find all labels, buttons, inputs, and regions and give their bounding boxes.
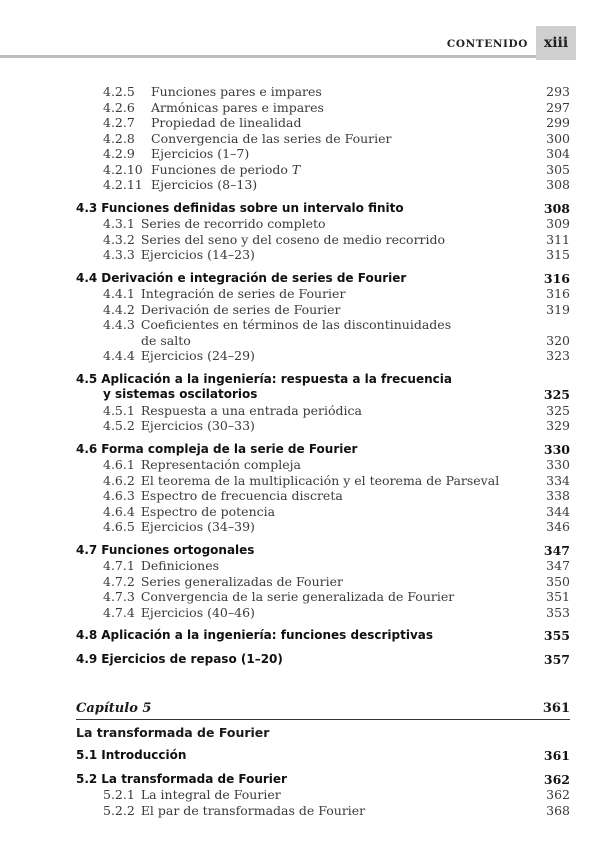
toc-entry-number: 4.4.1 bbox=[103, 286, 135, 301]
toc-subsection bbox=[76, 100, 570, 116]
toc-entry-title: Coeficientes en términos de las discontinuidades bbox=[140, 317, 452, 332]
toc-section bbox=[76, 271, 570, 287]
toc-entry-number: 4.2.9 bbox=[103, 146, 135, 161]
toc-entry-page: 320 bbox=[546, 332, 570, 348]
toc-entry-title: Definiciones bbox=[140, 558, 220, 573]
toc-entry-label bbox=[103, 348, 255, 364]
chapter-heading bbox=[76, 701, 570, 720]
toc-entry-page: 329 bbox=[546, 418, 570, 433]
toc-entry-page: 334 bbox=[546, 472, 570, 488]
toc-entry-number: 4.4.3 bbox=[103, 317, 135, 332]
toc-entry-number: 4.3.1 bbox=[103, 216, 135, 231]
toc-entry-number: 4.3.2 bbox=[103, 231, 135, 247]
toc-section bbox=[76, 748, 570, 764]
toc-entry-title: Integración de series de Fourier bbox=[140, 286, 346, 301]
toc-entry-number: 4.6.5 bbox=[103, 519, 135, 534]
toc-subsection bbox=[76, 84, 570, 100]
toc-entry-page: 325 bbox=[546, 402, 570, 418]
toc-subsection bbox=[76, 787, 570, 803]
toc-entry-title: Funciones pares e impares bbox=[151, 84, 322, 99]
toc-entry-label bbox=[103, 787, 281, 803]
toc-entry-page: 368 bbox=[546, 802, 570, 818]
toc-entry-label bbox=[76, 201, 404, 217]
toc-entry-page: 338 bbox=[546, 488, 570, 503]
toc-entry-page: 330 bbox=[546, 457, 570, 472]
toc-entry-page: 347 bbox=[543, 542, 570, 558]
toc-entry-title: Ejercicios (1–7) bbox=[151, 146, 250, 161]
toc-section-continuation bbox=[76, 387, 570, 403]
toc-entry-label bbox=[103, 488, 343, 504]
toc-entry-label bbox=[76, 748, 186, 764]
toc-entry-label bbox=[103, 333, 191, 349]
toc-entry-number: 4.4.2 bbox=[103, 301, 135, 317]
toc-entry-number: 4.2.11 bbox=[103, 177, 143, 192]
toc-entry-number: 4.2.5 bbox=[103, 84, 135, 99]
toc-entry-title: Series del seno y del coseno de medio recorrido bbox=[140, 231, 446, 247]
toc-entry-number: 4.6.3 bbox=[103, 488, 135, 503]
toc-entry-page: 309 bbox=[546, 216, 570, 231]
toc-entry-title: Ejercicios (24–29) bbox=[140, 348, 255, 363]
toc-entry-title: Ejercicios (34–39) bbox=[140, 519, 255, 534]
toc-subsection bbox=[76, 131, 570, 147]
toc-entry-number: 4.2.7 bbox=[103, 115, 135, 130]
toc-entry-title: Armónicas pares e impares bbox=[151, 99, 324, 115]
toc-entry-number: 4.6 bbox=[76, 441, 98, 456]
page-header bbox=[0, 26, 600, 64]
toc-entry-page: 350 bbox=[546, 573, 570, 589]
toc-section bbox=[76, 372, 570, 388]
toc-entry-page: 353 bbox=[546, 604, 570, 620]
toc-entry-number: 4.8 bbox=[76, 628, 98, 642]
toc-entry-number: 5.2.2 bbox=[103, 802, 135, 818]
toc-entry-number: 4.7.1 bbox=[103, 558, 135, 573]
toc-entry-page: 344 bbox=[546, 503, 570, 519]
toc-subsection bbox=[76, 302, 570, 318]
toc-entry-page: 323 bbox=[546, 348, 570, 363]
toc-entry-label bbox=[103, 247, 255, 263]
chapter-label: Capítulo 5 bbox=[76, 701, 152, 716]
toc-entry-page: 347 bbox=[546, 558, 570, 573]
toc-entry-page: 362 bbox=[546, 787, 570, 802]
toc-section bbox=[76, 201, 570, 217]
toc-entry-title: Respuesta a una entrada periódica bbox=[140, 402, 362, 418]
toc-entry-title: Aplicación a la ingeniería: funciones descriptivas bbox=[101, 628, 434, 642]
toc-entry-number: 4.3.3 bbox=[103, 247, 135, 262]
toc-subsection bbox=[76, 232, 570, 248]
toc-section bbox=[76, 652, 570, 668]
toc-entry-page: 315 bbox=[546, 247, 570, 262]
toc-entry-title: y sistemas oscilatorios bbox=[103, 387, 258, 401]
toc-entry-label bbox=[103, 803, 365, 819]
chapter-page: 361 bbox=[542, 701, 570, 716]
toc-entry-label bbox=[103, 302, 341, 318]
toc-entry-page: 355 bbox=[543, 628, 570, 643]
toc-entry-number: 4.7.2 bbox=[103, 573, 135, 589]
toc-entry-page: 300 bbox=[546, 130, 570, 146]
toc-entry-label bbox=[103, 232, 445, 248]
toc-entry-label bbox=[103, 574, 343, 590]
toc-entry-label bbox=[103, 162, 300, 178]
toc-subsection bbox=[76, 146, 570, 162]
toc-entry-label bbox=[103, 100, 324, 116]
toc-entry-number: 4.2.8 bbox=[103, 130, 135, 146]
toc-subsection bbox=[76, 488, 570, 504]
toc-subsection bbox=[76, 803, 570, 819]
toc-entry-title: Ejercicios (14–23) bbox=[140, 247, 255, 262]
toc-entry-number: 5.1 bbox=[76, 748, 98, 762]
toc-subsection bbox=[76, 403, 570, 419]
toc-entry-page: 319 bbox=[546, 301, 570, 317]
toc-entry-page: 293 bbox=[546, 84, 570, 99]
toc-entry-number: 4.6.2 bbox=[103, 472, 135, 488]
toc-entry-number: 4.4.4 bbox=[103, 348, 135, 363]
toc-subsection bbox=[76, 115, 570, 131]
toc-entry-title: Derivación de series de Fourier bbox=[140, 301, 341, 317]
toc-entry-page: 316 bbox=[543, 270, 570, 286]
toc-entry-title: de salto bbox=[141, 332, 191, 348]
toc-entry-label bbox=[76, 442, 357, 458]
toc-entry-label bbox=[103, 115, 301, 131]
toc-entry-page: 305 bbox=[546, 161, 570, 177]
toc-entry-page: 316 bbox=[546, 286, 570, 301]
toc-subsection bbox=[76, 216, 570, 232]
toc-entry-label bbox=[103, 504, 275, 520]
toc-subsection bbox=[76, 589, 570, 605]
toc-subsection bbox=[76, 348, 570, 364]
toc-entry-label bbox=[103, 605, 255, 621]
toc-entry-number: 4.6.1 bbox=[103, 457, 135, 472]
toc-entry-label bbox=[76, 372, 452, 388]
toc-entry-title: Ejercicios (40–46) bbox=[140, 604, 255, 620]
toc-entry-label bbox=[103, 473, 499, 489]
toc-subsection bbox=[76, 605, 570, 621]
toc-entry-page: 299 bbox=[546, 115, 570, 130]
toc-entry-title: Ejercicios de repaso (1–20) bbox=[101, 651, 283, 666]
toc-entry-number: 5.2.1 bbox=[103, 787, 135, 802]
toc-subsection bbox=[76, 574, 570, 590]
toc-entry-page: 361 bbox=[543, 748, 570, 763]
toc-entry-label bbox=[103, 286, 345, 302]
toc-entry-title: Espectro de frecuencia discreta bbox=[140, 488, 343, 503]
toc-entry-label bbox=[103, 317, 451, 333]
toc-section bbox=[76, 442, 570, 458]
toc-entry-page: 330 bbox=[543, 441, 570, 457]
toc-entry-number: 4.2.6 bbox=[103, 99, 135, 115]
toc-entry-number: 4.4 bbox=[76, 270, 98, 285]
toc-subsection bbox=[76, 286, 570, 302]
toc-chapter-list bbox=[76, 748, 570, 818]
toc-entry-title: Convergencia de las series de Fourier bbox=[151, 130, 392, 146]
toc-entry-label bbox=[103, 84, 322, 100]
toc-subsection-continuation bbox=[76, 333, 570, 349]
running-head-title: CONTENIDO bbox=[446, 38, 528, 50]
toc-entry-title: La integral de Fourier bbox=[140, 787, 281, 802]
toc-entry-number: 5.2 bbox=[76, 771, 98, 786]
toc-section bbox=[76, 772, 570, 788]
toc-entry-number: 4.5 bbox=[76, 371, 98, 386]
toc-entry-label bbox=[76, 628, 433, 644]
toc-section bbox=[76, 628, 570, 644]
toc-entry-title: Propiedad de linealidad bbox=[151, 115, 302, 130]
chapter-title: La transformada de Fourier bbox=[76, 725, 270, 740]
toc-subsection bbox=[76, 519, 570, 535]
toc-entry-label bbox=[76, 652, 283, 668]
toc-entry-title: Aplicación a la ingeniería: respuesta a la frecuencia bbox=[101, 371, 452, 386]
toc-main-list bbox=[76, 84, 570, 667]
toc-entry-title: Series generalizadas de Fourier bbox=[140, 573, 343, 589]
header-rule bbox=[0, 55, 540, 58]
toc-entry-title: Forma compleja de la serie de Fourier bbox=[101, 441, 358, 456]
toc-subsection bbox=[76, 504, 570, 520]
toc-entry-title: Ejercicios (30–33) bbox=[140, 418, 255, 433]
toc-entry-label bbox=[76, 772, 287, 788]
toc-entry-label bbox=[76, 387, 257, 403]
toc-entry-title: Convergencia de la serie generalizada de Fourier bbox=[140, 589, 455, 604]
toc-entry-number: 4.7.3 bbox=[103, 589, 135, 604]
toc-entry-label bbox=[103, 558, 219, 574]
toc-entry-title: Funciones definidas sobre un intervalo finito bbox=[101, 200, 404, 215]
toc-entry-label bbox=[103, 131, 392, 147]
toc-subsection bbox=[76, 247, 570, 263]
toc-entry-page: 351 bbox=[546, 589, 570, 604]
toc-entry-title: Derivación e integración de series de Fourier bbox=[101, 270, 407, 285]
toc-entry-label bbox=[76, 543, 254, 559]
toc-entry-title: Espectro de potencia bbox=[140, 503, 276, 519]
toc-subsection bbox=[76, 418, 570, 434]
toc-entry-title: El teorema de la multiplicación y el teorema de Parseval bbox=[140, 472, 500, 488]
toc-entry-title: Ejercicios (8–13) bbox=[151, 177, 258, 192]
toc-subsection bbox=[76, 558, 570, 574]
toc-entry-number: 4.5.2 bbox=[103, 418, 135, 433]
toc-entry-label bbox=[103, 589, 454, 605]
toc-entry-title: Funciones de periodo T bbox=[151, 161, 301, 177]
toc-subsection bbox=[76, 473, 570, 489]
toc-entry-page: 325 bbox=[543, 387, 570, 402]
toc-entry-page: 308 bbox=[543, 200, 570, 216]
page-number: xiii bbox=[543, 35, 569, 51]
toc-entry-page: 308 bbox=[546, 177, 570, 192]
toc-entry-label bbox=[103, 216, 326, 232]
toc-entry-label bbox=[103, 519, 255, 535]
toc-entry-number: 4.7 bbox=[76, 542, 98, 557]
toc-entry-number: 4.5.1 bbox=[103, 402, 135, 418]
toc-subsection bbox=[76, 457, 570, 473]
toc-entry-title: Introducción bbox=[101, 748, 187, 762]
toc-entry-label bbox=[103, 403, 362, 419]
table-of-contents bbox=[76, 84, 570, 818]
toc-entry-number: 4.3 bbox=[76, 200, 98, 215]
toc-entry-page: 362 bbox=[543, 771, 570, 787]
toc-entry-number: 4.6.4 bbox=[103, 503, 135, 519]
toc-entry-label bbox=[76, 271, 406, 287]
toc-entry-label bbox=[103, 457, 301, 473]
toc-entry-number: 4.9 bbox=[76, 651, 98, 666]
toc-section bbox=[76, 543, 570, 559]
toc-entry-label bbox=[103, 146, 249, 162]
toc-subsection bbox=[76, 162, 570, 178]
toc-entry-title: Series de recorrido completo bbox=[140, 216, 326, 231]
toc-entry-title: Representación compleja bbox=[140, 457, 301, 472]
page-number-box bbox=[536, 26, 576, 60]
toc-subsection bbox=[76, 177, 570, 193]
toc-entry-page: 346 bbox=[546, 519, 570, 534]
toc-subsection bbox=[76, 317, 570, 333]
toc-entry-page: 311 bbox=[546, 231, 570, 247]
toc-entry-page: 304 bbox=[546, 146, 570, 161]
toc-entry-page: 357 bbox=[543, 651, 570, 667]
toc-entry-title: Funciones ortogonales bbox=[101, 542, 255, 557]
toc-entry-label bbox=[103, 418, 255, 434]
toc-entry-title: La transformada de Fourier bbox=[101, 771, 287, 786]
toc-entry-number: 4.7.4 bbox=[103, 604, 135, 620]
toc-entry-page: 297 bbox=[546, 99, 570, 115]
toc-entry-number: 4.2.10 bbox=[103, 161, 143, 177]
toc-entry-label bbox=[103, 177, 257, 193]
toc-entry-title: El par de transformadas de Fourier bbox=[140, 802, 366, 818]
